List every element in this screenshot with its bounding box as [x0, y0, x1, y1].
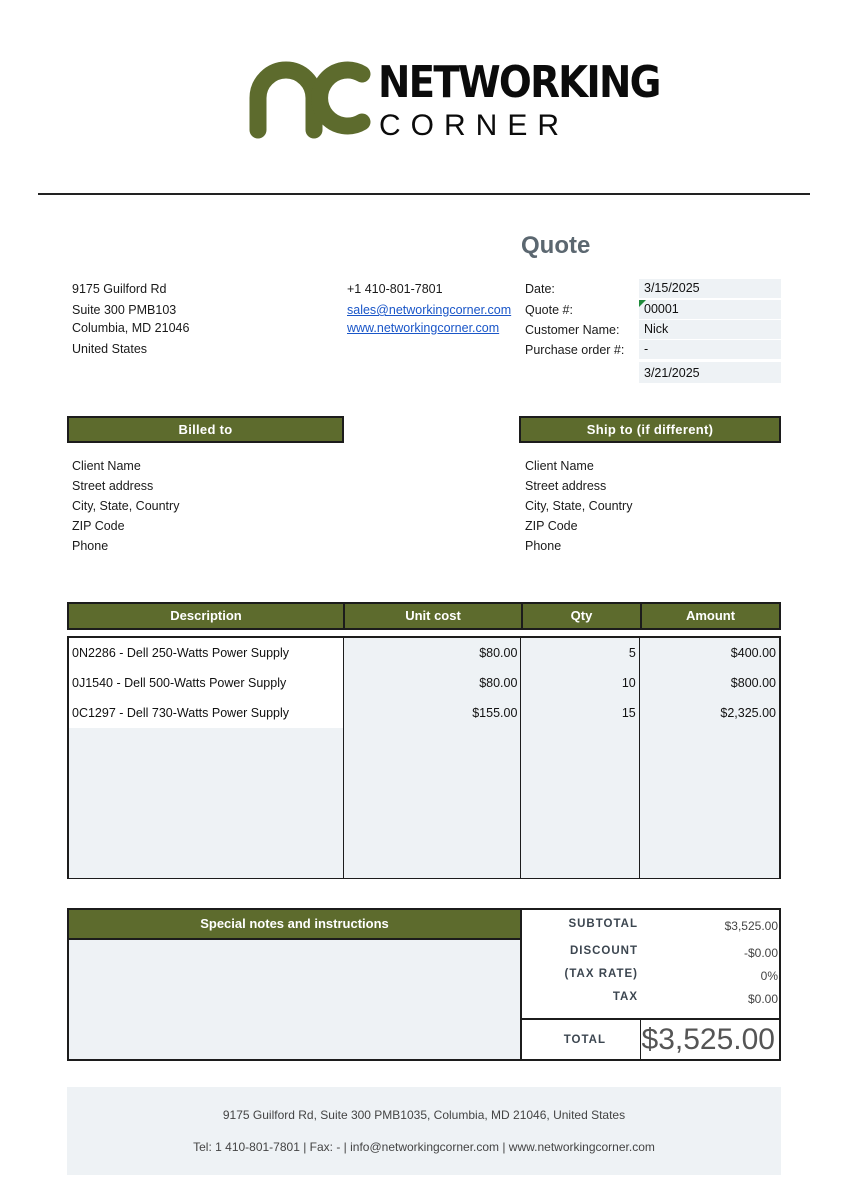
header-divider: [38, 193, 810, 195]
page-footer: [67, 1087, 781, 1175]
address-line: United States: [72, 342, 148, 356]
item-amount: [639, 728, 779, 758]
item-amount: [639, 848, 779, 878]
item-amount: $800.00: [639, 668, 779, 698]
item-unit-cost: [343, 818, 520, 848]
item-description: 0C1297 - Dell 730-Watts Power Supply: [69, 698, 343, 728]
column-header-unit-cost: Unit cost: [343, 602, 521, 630]
item-unit-cost: [343, 728, 520, 758]
special-notes-header: Special notes and instructions: [69, 910, 520, 940]
billed-to-line: City, State, Country: [72, 499, 180, 513]
item-amount: $400.00: [639, 638, 779, 668]
subtotal-value: $3,525.00: [724, 919, 778, 933]
item-qty: 5: [520, 638, 638, 668]
quote-number-label: Quote #:: [525, 303, 573, 317]
discount-label: DISCOUNT: [569, 945, 638, 957]
item-unit-cost: [343, 758, 520, 788]
tax-label: TAX: [612, 991, 638, 1003]
ship-to-line: City, State, Country: [525, 499, 633, 513]
item-amount: [639, 758, 779, 788]
billed-to-line: Client Name: [72, 459, 141, 473]
table-row: [69, 758, 779, 788]
item-description: [69, 758, 343, 788]
po-number-label: Purchase order #:: [525, 343, 625, 357]
ship-to-line: Client Name: [525, 459, 594, 473]
billed-to-header: Billed to: [67, 416, 344, 443]
tax-rate-value: 0%: [760, 969, 778, 983]
logo-wordmark-line1: NETWORKING: [378, 57, 660, 108]
table-row: [69, 848, 779, 878]
item-qty: [520, 848, 638, 878]
table-row: [69, 818, 779, 848]
cell-comment-marker-icon: [639, 300, 646, 307]
item-qty: [520, 728, 638, 758]
item-unit-cost: $80.00: [343, 668, 520, 698]
ship-to-line: Phone: [525, 539, 562, 553]
item-qty: 15: [520, 698, 638, 728]
document-title: Quote: [521, 232, 591, 259]
po-number-value: -: [639, 340, 781, 359]
item-description: 0N2286 - Dell 250-Watts Power Supply: [69, 638, 343, 668]
table-row: [69, 788, 779, 818]
footer-contact: Tel: 1 410-801-7801 | Fax: - | info@networkingcorner.com | www.networkingcorner.com: [193, 1140, 655, 1154]
subtotal-label: SUBTOTAL: [568, 918, 638, 930]
company-email-link[interactable]: sales@networkingcorner.com: [347, 303, 512, 317]
quote-number-text: 00001: [644, 302, 679, 316]
column-header-description: Description: [67, 602, 343, 630]
total-value: $3,525.00: [640, 1020, 779, 1059]
nc-monogram-icon: [246, 56, 374, 142]
footer-address: 9175 Guilford Rd, Suite 300 PMB1035, Columbia, MD 21046, United States: [222, 1108, 626, 1122]
item-qty: [520, 788, 638, 818]
billed-to-line: ZIP Code: [72, 519, 125, 533]
ship-to-header: Ship to (if different): [519, 416, 781, 443]
item-unit-cost: [343, 788, 520, 818]
item-amount: [639, 818, 779, 848]
item-description: [69, 728, 343, 758]
ship-to-line: ZIP Code: [525, 519, 578, 533]
valid-until-value: 3/21/2025: [639, 362, 781, 383]
item-description: [69, 818, 343, 848]
item-qty: [520, 758, 638, 788]
item-unit-cost: [343, 848, 520, 878]
table-row: [69, 698, 779, 728]
company-logo: [246, 56, 660, 148]
company-website-link[interactable]: www.networkingcorner.com: [347, 321, 500, 335]
customer-name-value: Nick: [639, 320, 781, 339]
company-phone: +1 410-801-7801: [347, 282, 443, 296]
column-header-qty: Qty: [521, 602, 640, 630]
quote-number-value: [639, 300, 781, 319]
date-value: 3/15/2025: [639, 279, 781, 298]
address-line: Columbia, MD 21046: [72, 321, 190, 335]
tax-rate-label: (TAX RATE): [564, 968, 638, 980]
ship-to-line: Street address: [525, 479, 607, 493]
customer-name-label: Customer Name:: [525, 323, 620, 337]
item-description: 0J1540 - Dell 500-Watts Power Supply: [69, 668, 343, 698]
table-row: [69, 638, 779, 668]
item-description: [69, 848, 343, 878]
items-table-header: [67, 602, 781, 630]
logo-wordmark-line2: CORNER: [379, 109, 570, 142]
table-row: [69, 668, 779, 698]
special-notes-box: [67, 908, 522, 1061]
item-unit-cost: $80.00: [343, 638, 520, 668]
table-row: [69, 728, 779, 758]
total-label: TOTAL: [563, 1034, 606, 1046]
item-qty: [520, 818, 638, 848]
item-amount: $2,325.00: [639, 698, 779, 728]
billed-to-line: Street address: [72, 479, 154, 493]
item-unit-cost: $155.00: [343, 698, 520, 728]
totals-box: [520, 908, 781, 1061]
items-table: [67, 636, 781, 879]
item-description: [69, 788, 343, 818]
tax-value: $0.00: [747, 992, 778, 1006]
date-label: Date:: [525, 282, 555, 296]
item-qty: 10: [520, 668, 638, 698]
discount-value: -$0.00: [743, 946, 778, 960]
billed-to-line: Phone: [72, 539, 109, 553]
address-line: Suite 300 PMB103: [72, 303, 177, 317]
item-amount: [639, 788, 779, 818]
column-header-amount: Amount: [640, 602, 781, 630]
address-line: 9175 Guilford Rd: [72, 282, 167, 296]
